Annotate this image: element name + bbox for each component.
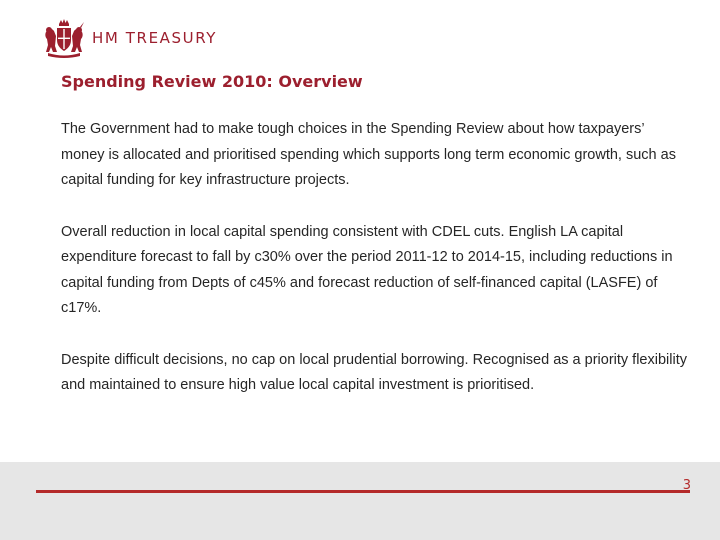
body-paragraph: Overall reduction in local capital spending consistent with CDEL cuts. English LA capital expenditure forecast to fall by c30% over the period 2011-12 to 2014-15, including reductions in capital funding from Depts of c45% and forecast reduction of self-financed capital (LASFE) of c17%. <box>61 223 673 316</box>
hm-treasury-logo <box>42 18 217 58</box>
footer-band <box>0 462 720 540</box>
slide-title: Spending Review 2010: Overview <box>61 72 363 91</box>
logo-text: HM TREASURY <box>92 29 218 47</box>
slide-body <box>61 117 691 425</box>
page-number: 3 <box>682 478 691 493</box>
body-paragraph: Despite difficult decisions, no cap on local prudential borrowing. Recognised as a priority flexibility and maintained to ensure high value local capital investment is prioritised. <box>61 351 687 393</box>
footer-divider <box>36 490 690 493</box>
royal-coat-of-arms-icon <box>42 18 86 58</box>
body-paragraph: The Government had to make tough choices in the Spending Review about how taxpayers’ money is allocated and prioritised spending which supports long term economic growth, such as capital funding for key infrastructure projects. <box>61 121 676 188</box>
